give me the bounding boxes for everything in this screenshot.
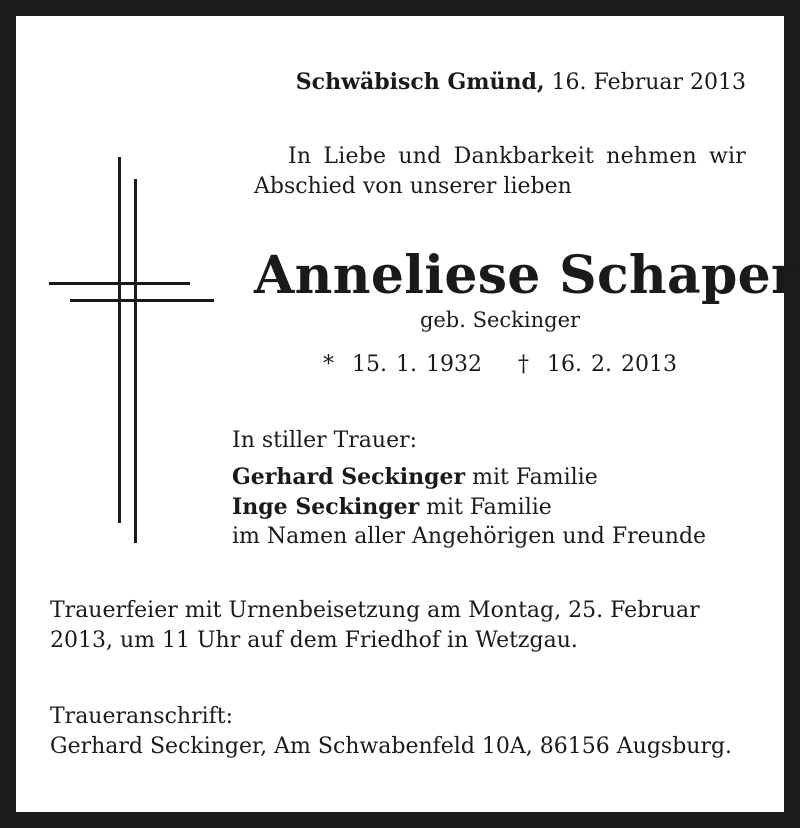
- death-date: 16. 2. 2013: [546, 352, 677, 377]
- life-dates: [254, 354, 746, 376]
- maiden-name: geb. Seckinger: [419, 308, 581, 332]
- deceased-name: Anneliese Schaper: [254, 245, 799, 306]
- address-label: Traueranschrift:: [50, 704, 234, 729]
- funeral-line-1: Trauerfeier mit Urnenbeisetzung am Montag, 25. Februar: [50, 598, 700, 623]
- place-name: Schwäbisch Gmünd,: [295, 69, 545, 95]
- mourner-entry: [232, 496, 552, 519]
- mourner-name: Inge Seckinger: [232, 494, 420, 520]
- funeral-line-2: 2013, um 11 Uhr auf dem Friedhof in Wetzgau.: [50, 628, 578, 653]
- mourner-name: Gerhard Seckinger: [232, 464, 466, 490]
- mourners-label: In stiller Trauer:: [232, 428, 418, 453]
- birth-date: 15. 1. 1932: [352, 352, 482, 377]
- mourner-entry: [232, 466, 598, 489]
- intro-line-2: Abschied von unserer lieben: [254, 174, 572, 199]
- death-symbol: †: [517, 352, 529, 377]
- mourner-suffix: mit Familie: [472, 465, 598, 490]
- mourners-closing: im Namen aller Angehörigen und Freunde: [232, 524, 707, 549]
- birth-symbol: *: [323, 352, 335, 377]
- intro-line-1: In Liebe und Dankbarkeit nehmen wir: [287, 144, 746, 169]
- mourner-suffix: mit Familie: [426, 495, 552, 520]
- dateline: [296, 71, 746, 94]
- notice-date: 16. Februar 2013: [551, 70, 746, 95]
- address-line: Gerhard Seckinger, Am Schwabenfeld 10A, 86156 Augsburg.: [50, 734, 733, 759]
